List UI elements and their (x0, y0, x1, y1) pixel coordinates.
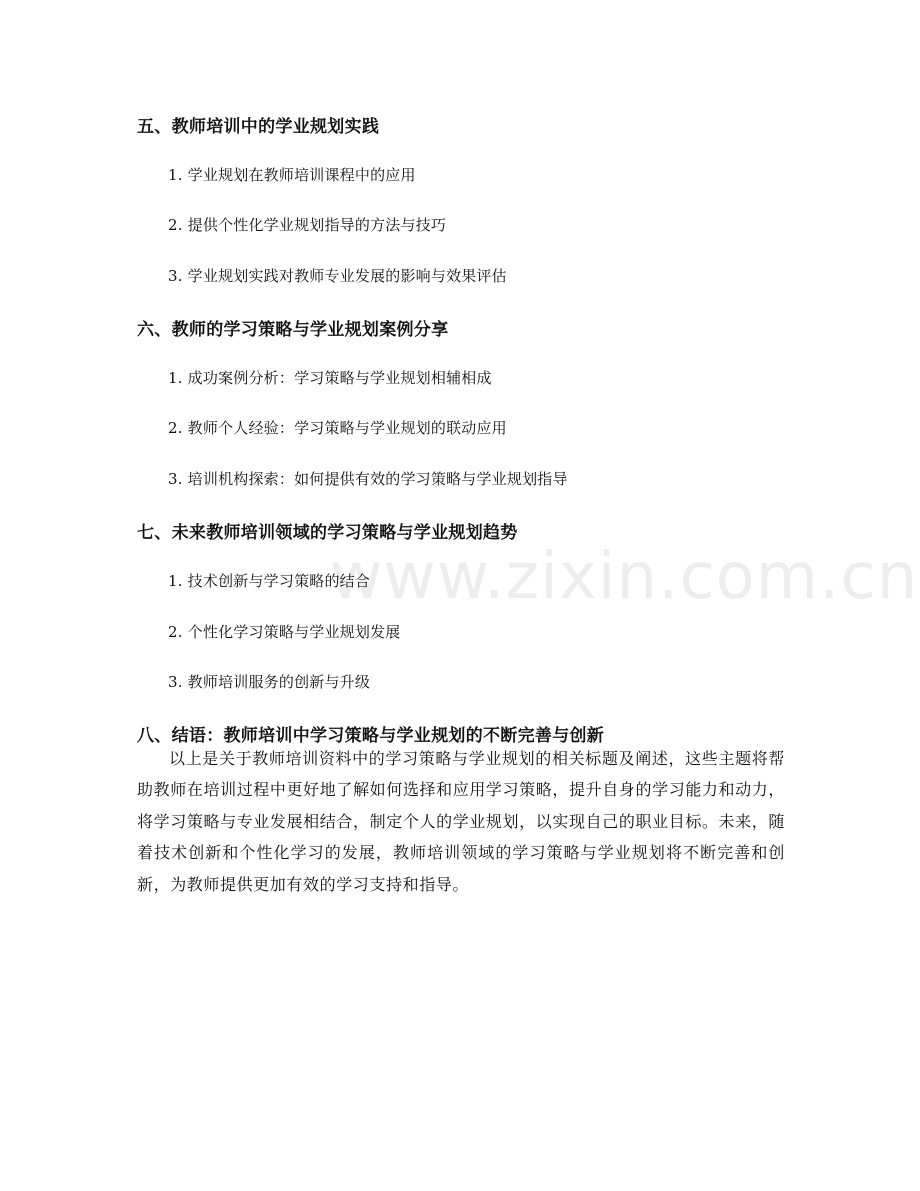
list-item: 2. 教师个人经验：学习策略与学业规划的联动应用 (168, 419, 507, 437)
watermark: www.zixin.com.cn (330, 540, 919, 614)
list-item: 2. 个性化学习策略与学业规划发展 (168, 623, 401, 641)
list-item: 3. 学业规划实践对教师专业发展的影响与效果评估 (168, 267, 507, 285)
list-item: 1. 学业规划在教师培训课程中的应用 (168, 166, 416, 184)
list-item: 3. 教师培训服务的创新与升级 (168, 673, 371, 691)
list-item: 3. 培训机构探索：如何提供有效的学习策略与学业规划指导 (168, 470, 568, 488)
section-heading-7: 七、未来教师培训领域的学习策略与学业规划趋势 (137, 523, 518, 543)
list-item: 2. 提供个性化学业规划指导的方法与技巧 (168, 216, 447, 234)
conclusion-paragraph: 以上是关于教师培训资料中的学习策略与学业规划的相关标题及阐述，这些主题将帮助教师在培训过程中更好地了解如何选择和应用学习策略，提升自身的学习能力和动力，将学习策略与专业发展相结合，制定个人的学业规划，以实现自己的职业目标。未来，随着技术创新和个性化学习的发展，教师培训领域的学习策略与学业规划将不断完善和创新，为教师提供更加有效的学习支持和指导。 (137, 749, 785, 894)
section-heading-8: 八、结语：教师培训中学习策略与学业规划的不断完善与创新 (137, 726, 605, 746)
list-item: 1. 技术创新与学习策略的结合 (168, 572, 371, 590)
section-heading-5: 五、教师培训中的学业规划实践 (137, 117, 380, 137)
list-item: 1. 成功案例分析：学习策略与学业规划相辅相成 (168, 369, 492, 387)
section-heading-6: 六、教师的学习策略与学业规划案例分享 (137, 320, 449, 340)
